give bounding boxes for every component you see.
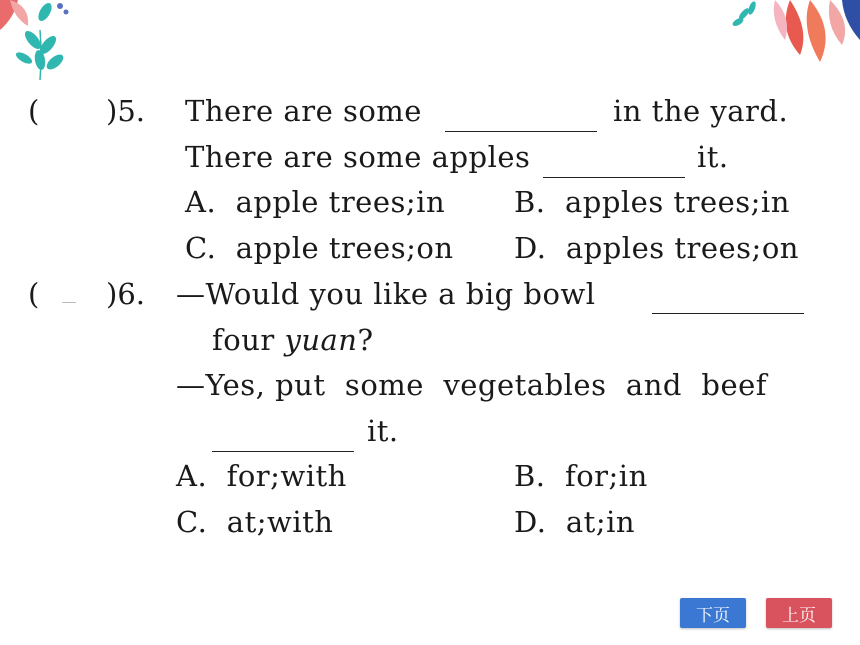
q6-line2-text: four	[212, 323, 285, 357]
next-page-button[interactable]: 下页	[680, 598, 746, 628]
q6-blank-1	[652, 313, 804, 314]
previous-page-button[interactable]: 上页	[766, 598, 832, 628]
q6-blank-2	[212, 451, 354, 452]
q6-option-c: C. at;with	[176, 505, 334, 539]
q5-open-paren: (	[28, 94, 40, 128]
q5-option-a: A. apple trees;in	[185, 185, 446, 219]
q5-blank-2	[543, 177, 685, 178]
q5-line1-start: There are some	[185, 94, 422, 128]
q5-line2-start: There are some apples	[185, 140, 531, 174]
q6-line2-punct: ?	[357, 323, 374, 357]
q6-line1: —Would you like a big bowl	[176, 277, 596, 311]
q6-open-paren: (	[28, 277, 40, 311]
q6-line2	[212, 322, 374, 358]
q6-line2-italic: yuan	[284, 323, 358, 357]
q5-option-d: D. apples trees;on	[514, 231, 799, 265]
q6-line4-end: it.	[367, 414, 399, 448]
q5-line2-end: it.	[697, 140, 729, 174]
q5-option-b: B. apples trees;in	[514, 185, 790, 219]
q5-line1-end: in the yard.	[613, 94, 789, 128]
q6-line3: —Yes, put some vegetables and beef	[176, 368, 767, 402]
q5-option-c: C. apple trees;on	[185, 231, 454, 265]
q6-number: )6.	[106, 277, 145, 311]
q6-option-d: D. at;in	[514, 505, 636, 539]
q5-blank-1	[445, 131, 597, 132]
q6-option-b: B. for;in	[514, 459, 648, 493]
corner-leaves-left-decoration	[0, 0, 90, 90]
corner-leaves-right-decoration	[730, 0, 860, 75]
q6-option-a: A. for;with	[176, 459, 347, 493]
q6-answer-mark	[62, 302, 76, 303]
q5-number: )5.	[106, 94, 145, 128]
